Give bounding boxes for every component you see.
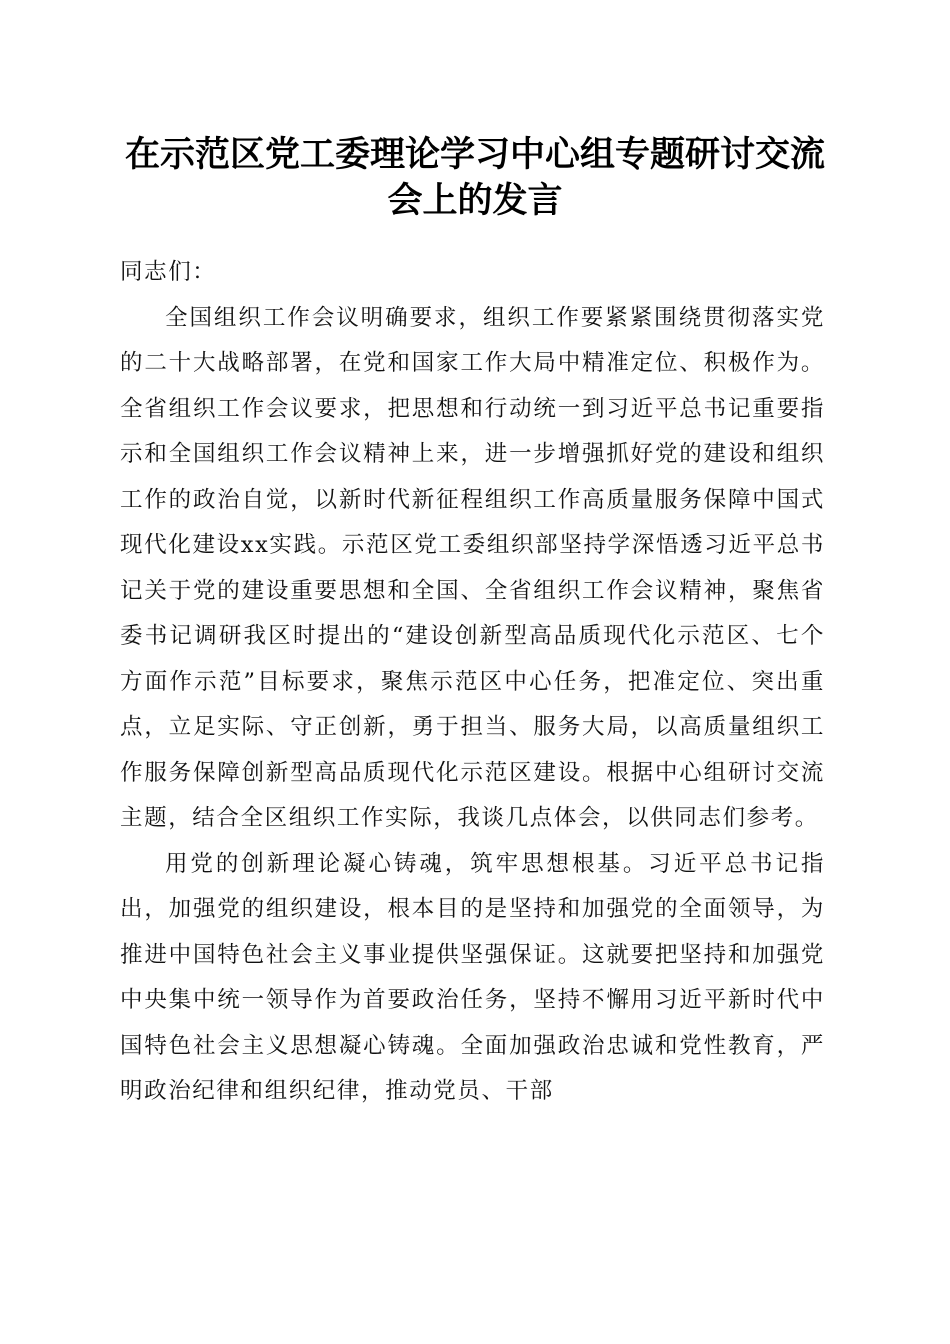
- paragraph-2: 用党的创新理论凝心铸魂，筑牢思想根基。习近平总书记指出，加强党的组织建设，根本目的是坚持和加强党的全面领导，为推进中国特色社会主义事业提供坚强保证。这就要把坚持和加强党中央集中统一领导作为首要政治任务，坚持不懈用习近平新时代中国特色社会主义思想凝心铸魂。全面加强政治忠诚和党性教育，严明政治纪律和组织纪律，推动党员、干部: [120, 850, 825, 1104]
- title-line-1: 在示范区党工委理论学习中心组专题研讨交流: [124, 134, 825, 175]
- document-body: [120, 250, 825, 1115]
- salutation: 同志们：: [120, 259, 217, 285]
- title-line-2: 会上的发言: [387, 180, 563, 221]
- document-title: [100, 132, 850, 224]
- paragraph-1: 全国组织工作会议明确要求，组织工作要紧紧围绕贯彻落实党的二十大战略部署，在党和国家工作大局中精准定位、积极作为。全省组织工作会议要求，把思想和行动统一到习近平总书记重要指示和全国组织工作会议精神上来，进一步增强抓好党的建设和组织工作的政治自觉，以新时代新征程组织工作高质量服务保障中国式现代化建设xx实践。示范区党工委组织部坚持学深悟透习近平总书记关于党的建设重要思想和全国、全省组织工作会议精神，聚焦省委书记调研我区时提出的“建设创新型高品质现代化示范区、七个方面作示范”目标要求，聚焦示范区中心任务，把准定位、突出重点，立足实际、守正创新，勇于担当、服务大局，以高质量组织工作服务保障创新型高品质现代化示范区建设。根据中心组研讨交流主题，结合全区组织工作实际，我谈几点体会，以供同志们参考。: [120, 304, 825, 831]
